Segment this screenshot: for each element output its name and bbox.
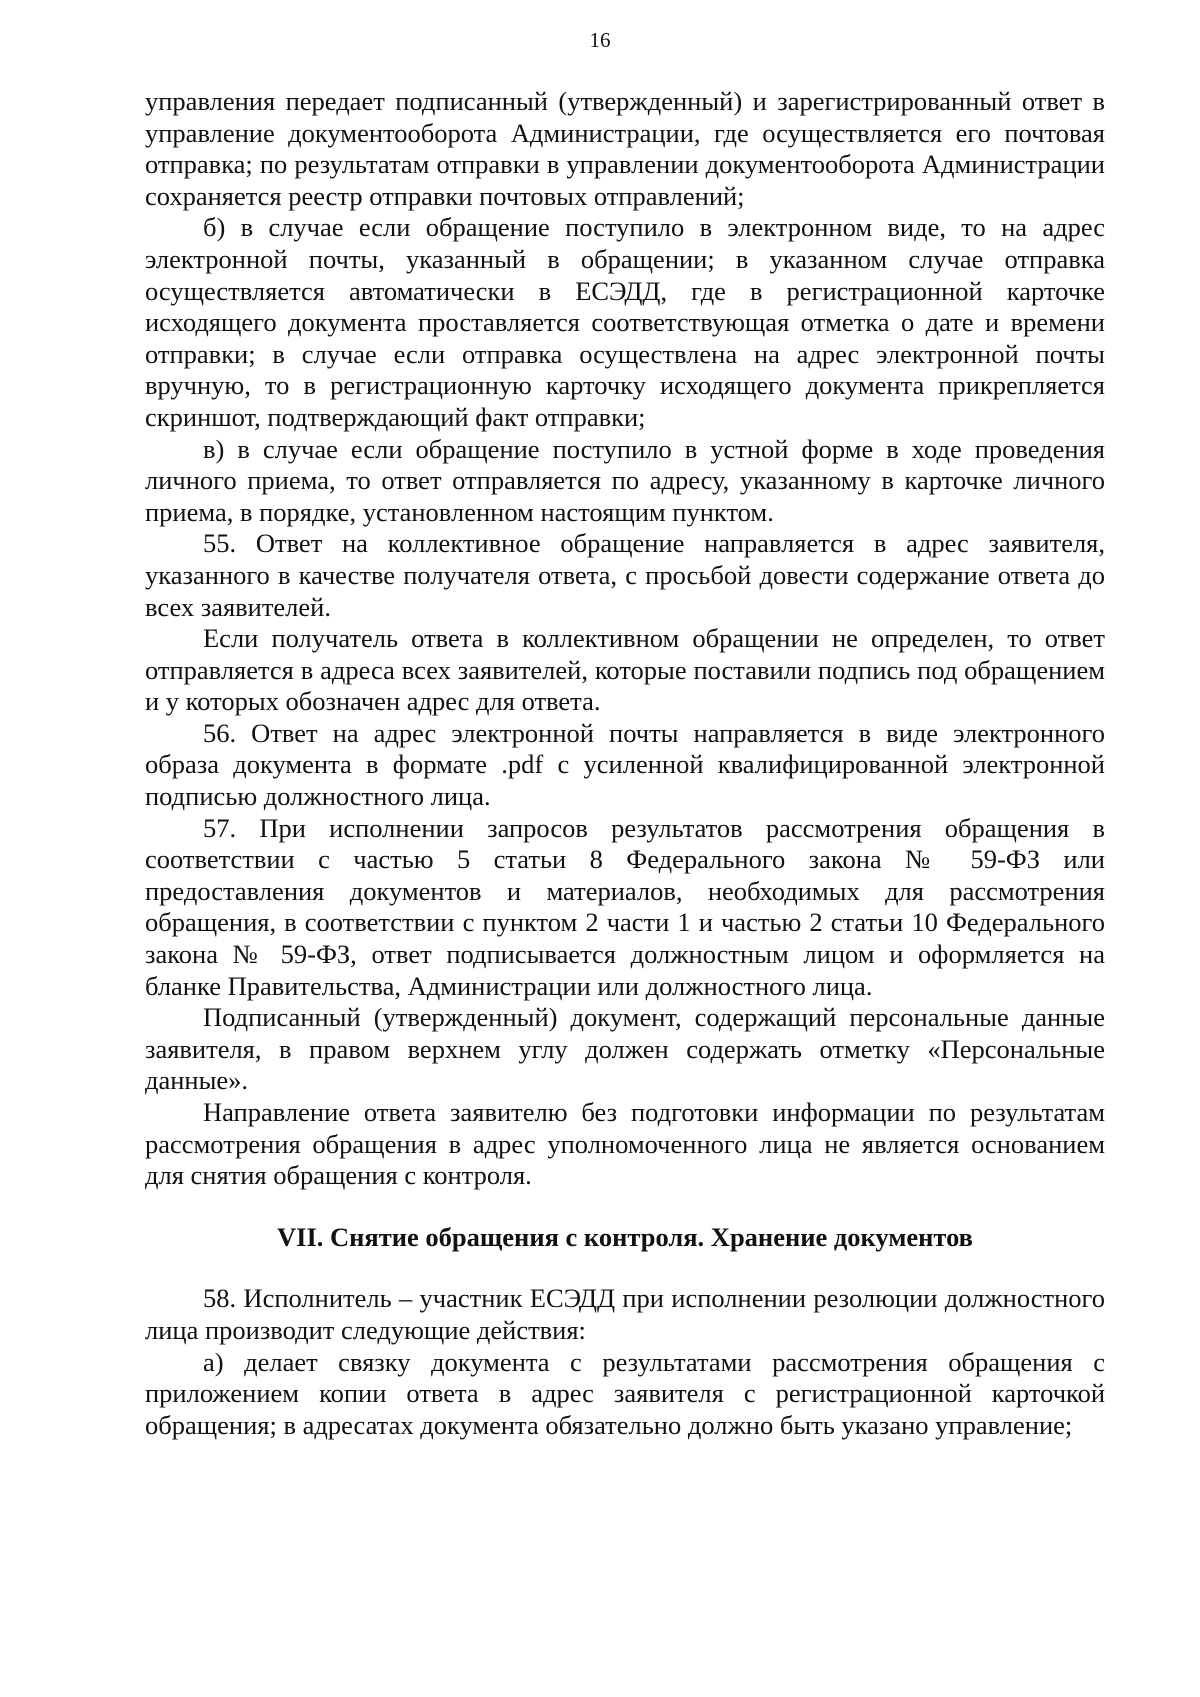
- paragraph-58: 58. Исполнитель – участник ЕСЭДД при исполнении резолюции должностного лица производит следующие действия:: [145, 1283, 1105, 1345]
- paragraph-56: 56. Ответ на адрес электронной почты направляется в виде электронного образа документа в формате .pdf с усиленной квалифицированной электронной подписью должностного лица.: [145, 717, 1105, 812]
- paragraph-57-signed-document: Подписанный (утвержденный) документ, содержащий персональные данные заявителя, в правом верхнем углу должен содержать отметку «Персональные данные».: [145, 1002, 1105, 1096]
- section-heading: VII. Снятие обращения с контроля. Хранение документов: [277, 1221, 973, 1252]
- page-number: 16: [589, 28, 611, 52]
- paragraph-continuation: управления передает подписанный (утвержденный) и зарегистрированный ответ в управление документооборота Администрации, где осуществляется его почтовая отправка; по результатам отправки в управлении документооборота Администрации сохраняется реестр отправки почтовых отправлений;: [145, 86, 1105, 211]
- paragraph-item-v: в) в случае если обращение поступило в устной форме в ходе проведения личного приема, то ответ отправляется по адресу, указанному в карточке личного приема, в порядке, установленном настоящим пунктом.: [145, 433, 1105, 527]
- paragraph-57-direction: Направление ответа заявителю без подготовки информации по результатам рассмотрения обращения в адрес уполномоченного лица не является основанием для снятия обращения с контроля.: [145, 1097, 1105, 1191]
- paragraph-57: 57. При исполнении запросов результатов рассмотрения обращения в соответствии с частью 5 статьи 8 Федерального закона № 59-ФЗ или предоставления документов и материалов, необходимых для рассмотрения обращения, в соответствии с пунктом 2 части 1 и частью 2 статьи 10 Федерального закона № 59-ФЗ, ответ подписывается должностным лицом и оформляется на бланке Правительства, Администрации или должностного лица.: [145, 812, 1105, 1001]
- document-body: [145, 86, 1105, 1441]
- paragraph-58-item-a: а) делает связку документа с результатами рассмотрения обращения с приложением копии ответа в адрес заявителя с регистрационной карточкой обращения; в адресатах документа обязательно должно быть указано управление;: [145, 1346, 1105, 1440]
- paragraph-55-continued: Если получатель ответа в коллективном обращении не определен, то ответ отправляется в адреса всех заявителей, которые поставили подпись под обращением и у которых обозначен адрес для ответа.: [145, 623, 1105, 717]
- paragraph-item-b: б) в случае если обращение поступило в электронном виде, то на адрес электронной почты, указанный в обращении; в указанном случае отправка осуществляется автоматически в ЕСЭДД, где в регистрационной карточке исходящего документа проставляется соответствующая отметка о дате и времени отправки; в случае если отправка осуществлена на адрес электронной почты вручную, то в регистрационную карточку исходящего документа прикрепляется скриншот, подтверждающий факт отправки;: [145, 212, 1105, 432]
- paragraph-55: 55. Ответ на коллективное обращение направляется в адрес заявителя, указанного в качестве получателя ответа, с просьбой довести содержание ответа до всех заявителей.: [145, 528, 1105, 622]
